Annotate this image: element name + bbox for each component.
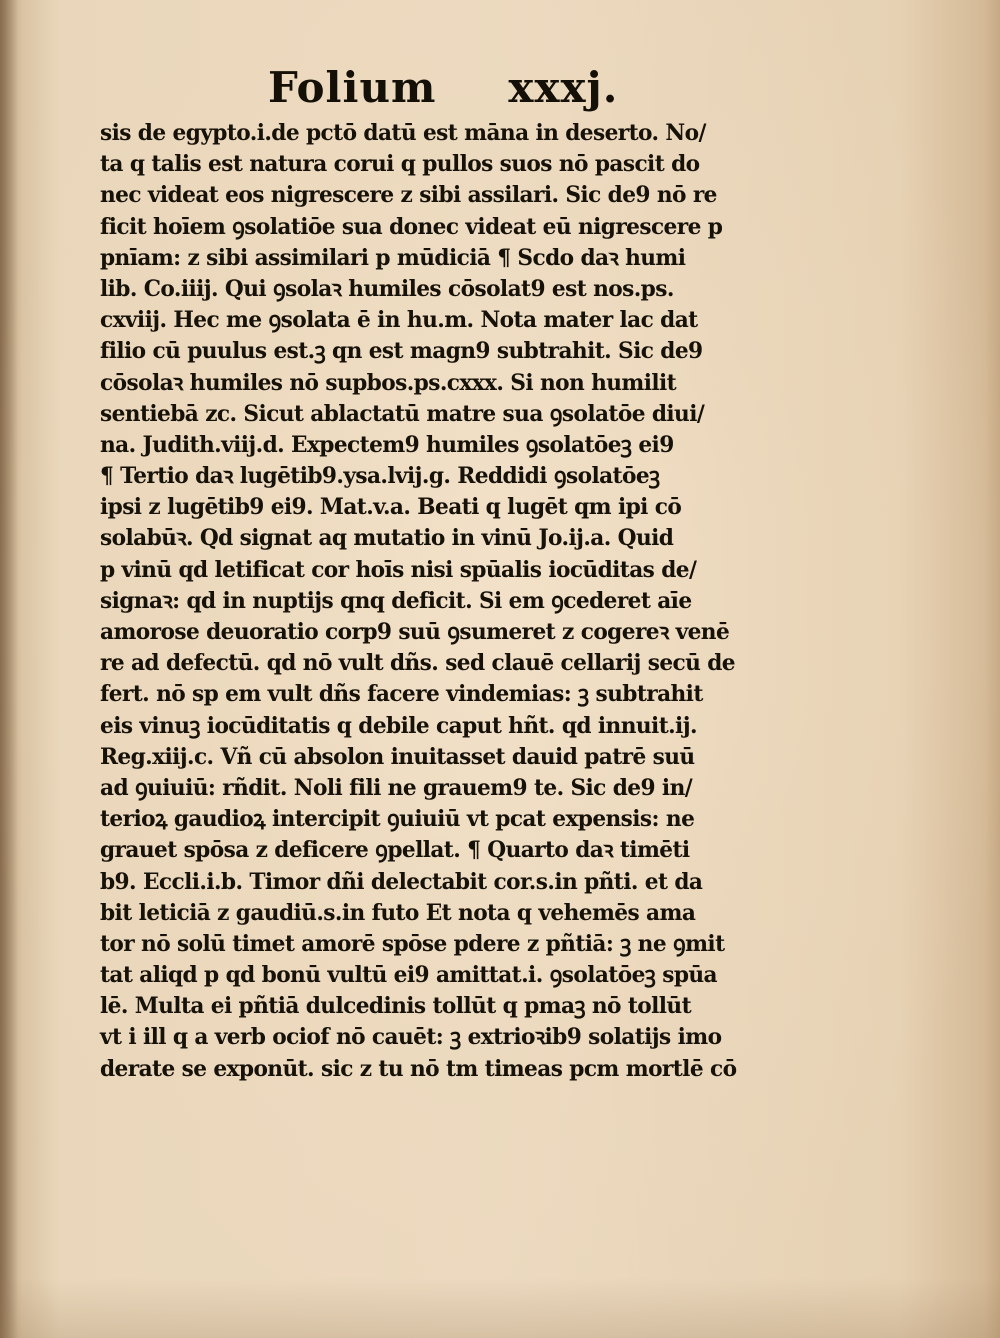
text-line: tat aliqd p qd bonū vultū ei9 amittat.i. ꝯsolatōeꝫ spūa <box>100 962 717 989</box>
text-line: solabūꝛ. Qd signat aq mutatio in vinū Jo.ij.a. Quid <box>100 525 674 552</box>
page-edge-shade <box>0 1278 1000 1338</box>
text-line: grauet spōsa z deficere ꝯpellat. ¶ Quarto daꝛ timēti <box>100 837 690 864</box>
text-line: vt i ill q a verb ociof nō cauēt: ꝫ extrioꝛib9 solatijs imo <box>100 1024 722 1051</box>
folio-number: xxxj. <box>508 62 619 112</box>
text-line: cōsolaꝛ humiles nō supbos.ps.cxxx. Si non humilit <box>100 369 677 396</box>
text-line: pnīam: z sibi assimilari p mūdiciā ¶ Scdo daꝛ humi <box>100 244 686 271</box>
text-line: lib. Co.iiij. Qui ꝯsolaꝛ humiles cōsolat9 est nos.ps. <box>100 275 674 302</box>
text-line: nec videat eos nigrescere z sibi assilari. Sic de9 nō re <box>100 182 717 209</box>
text-line: cxviij. Hec me ꝯsolata ē in hu.m. Nota mater lac dat <box>100 307 698 334</box>
binding-gutter-shadow <box>0 0 18 1338</box>
text-block <box>100 118 770 1085</box>
text-line: sentiebā zc. Sicut ablactatū matre sua ꝯsolatōe diui/ <box>100 400 705 427</box>
text-line: bit leticiā z gaudiū.s.in futo Et nota q vehemēs ama <box>100 899 696 926</box>
text-line: ad ꝯuiuiū: rñdit. Noli fili ne grauem9 te. Sic de9 in/ <box>100 774 693 801</box>
text-line: ¶ Tertio daꝛ lugētib9.ysa.lvij.g. Reddidi ꝯsolatōeꝫ <box>100 463 660 490</box>
text-line: ta q talis est natura corui q pullos suos nō pascit do <box>100 151 700 178</box>
text-line: fert. nō sp em vult dñs facere vindemias: ꝫ subtrahit <box>100 681 703 708</box>
text-line: derate se exponūt. sic z tu nō tm timeas pcm mortlē cō <box>100 1055 737 1082</box>
text-line: amorose deuoratio corp9 suū ꝯsumeret z cogereꝛ venē <box>100 619 730 645</box>
text-line: na. Judith.viij.d. Expectem9 humiles ꝯsolatōeꝫ ei9 <box>100 431 674 458</box>
folio-header <box>268 58 619 116</box>
text-line: lē. Multa ei pñtiā dulcedinis tollūt q pmaꝫ nō tollūt <box>100 993 692 1020</box>
text-line: re ad defectū. qd nō vult dñs. sed clauē cellarij secū de <box>100 650 736 677</box>
text-line: terioꝝ gaudioꝝ intercipit ꝯuiuiū vt pcat expensis: ne <box>100 806 695 833</box>
text-line: ipsi z lugētib9 ei9. Mat.v.a. Beati q lugēt qm ipi cō <box>100 494 682 521</box>
text-line: ficit hoīem ꝯsolatiōe sua donec videat eū nigrescere p <box>100 213 723 240</box>
text-line: p vinū qd letificat cor hoīs nisi spūalis iocūditas de/ <box>100 556 697 583</box>
text-line: signaꝛ: qd in nuptijs qnq deficit. Si em ꝯcederet aīe <box>100 587 692 614</box>
text-line: filio cū puulus est.ꝫ qn est magn9 subtrahit. Sic de9 <box>100 338 703 365</box>
text-line: sis de egypto.i.de pctō datū est māna in deserto. No/ <box>100 120 706 146</box>
text-line: b9. Eccli.i.b. Timor dñi delectabit cor.s.in pñti. et da <box>100 868 703 895</box>
text-line: eis vinuꝫ iocūditatis q debile caput hñt. qd innuit.ij. <box>100 712 697 739</box>
text-line: tor nō solū timet amorē spōse pdere z pñtiā: ꝫ ne ꝯmit <box>100 930 725 957</box>
folio-label: Folium <box>268 62 437 112</box>
text-line: Reg.xiij.c. Vñ cū absolon inuitasset dauid patrē suū <box>100 743 695 770</box>
